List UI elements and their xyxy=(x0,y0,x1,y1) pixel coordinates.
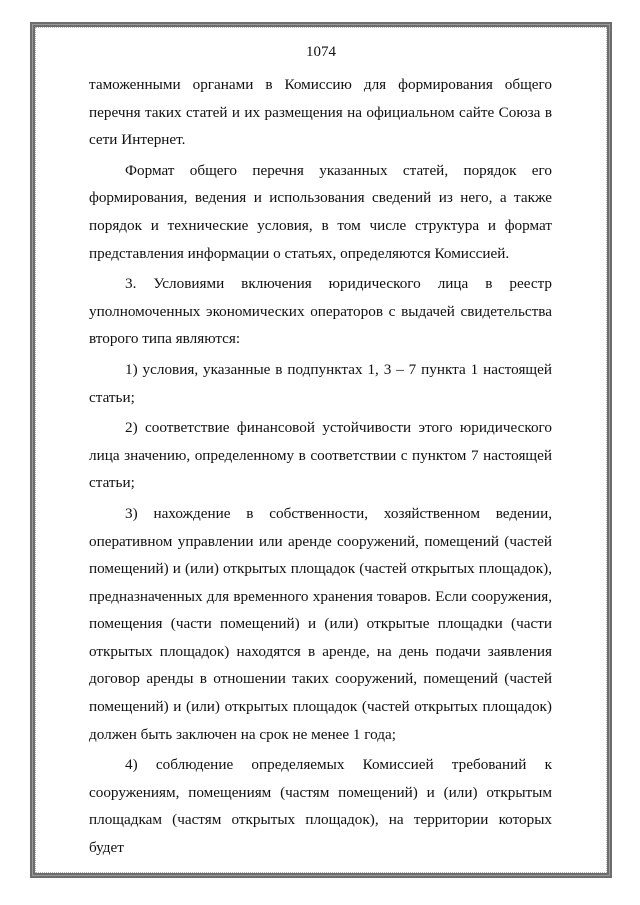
paragraph: 1) условия, указанные в подпунктах 1, 3 – 7 пункта 1 настоящей статьи; xyxy=(89,360,556,406)
paragraph: Формат общего перечня указанных статей, порядок его формирования, ведения и использования сведений из него, а также порядок и технические условия, в том числе структура и формат представления информации о статьях, определяются Комиссией. xyxy=(89,161,556,262)
page-number: 1074 xyxy=(306,44,336,60)
paragraph: 3) нахождение в собственности, хозяйственном ведении, оперативном управлении или аренде сооружений, помещений (частей помещений) и (или) открытых площадок (частей открытых площадок), предназначенных для временного хранения товаров. Если сооружения, помещения (части помещений) и (или) открытые площадки (части открытых площадок) находятся в аренде, на день подачи заявления договор аренды в отношении таких сооружений, помещений (частей помещений) и (или) открытых площадок (частей открытых площадок) должен быть заключен на срок не менее 1 года; xyxy=(89,504,556,743)
page-frame xyxy=(30,22,612,878)
paragraph: 4) соблюдение определяемых Комиссией требований к сооружениям, помещениям (частям помещений) и (или) открытым площадкам (частям открытых площадок), на территории которых будет xyxy=(89,756,556,857)
document-body xyxy=(89,71,556,865)
paragraph: таможенными органами в Комиссию для формирования общего перечня таких статей и их размещения на официальном сайте Союза в сети Интернет. xyxy=(89,76,556,149)
paragraph: 3. Условиями включения юридического лица в реестр уполномоченных экономических операторов с выдачей свидетельства второго типа являются: xyxy=(89,275,556,348)
paragraph: 2) соответствие финансовой устойчивости этого юридического лица значению, определенному в соответствии с пунктом 7 настоящей статьи; xyxy=(89,419,556,492)
